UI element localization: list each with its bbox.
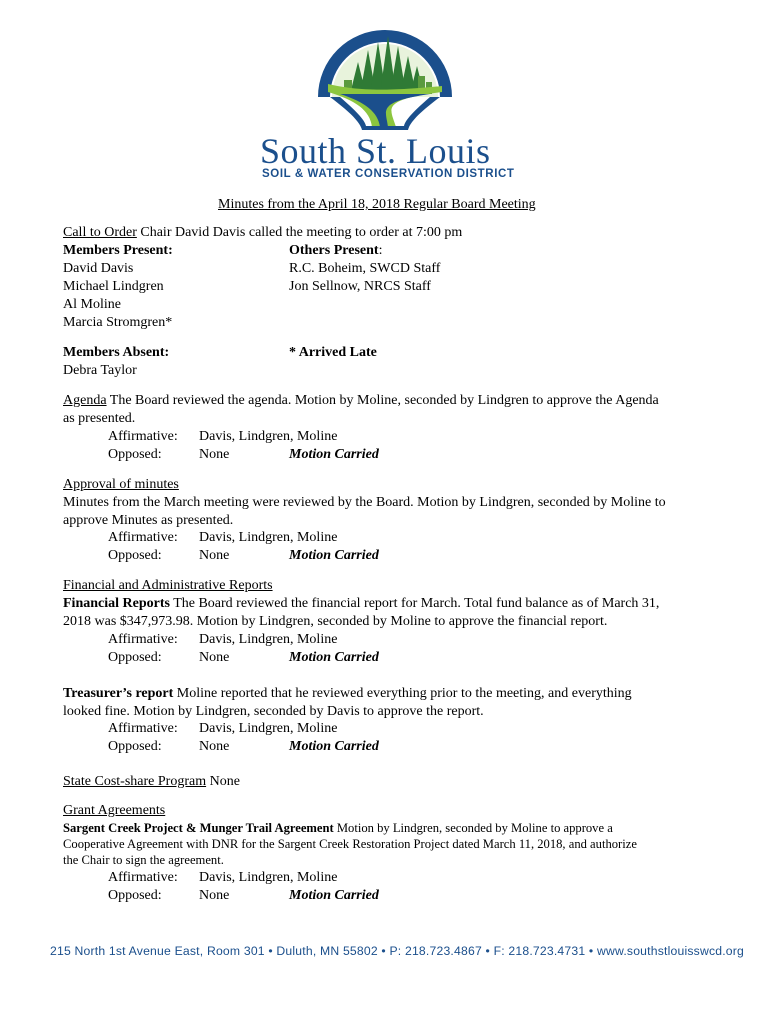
opposed-label: Opposed: xyxy=(108,548,162,563)
opposed-label: Opposed: xyxy=(108,447,162,462)
logo-subtitle: SOIL & WATER CONSERVATION DISTRICT xyxy=(262,168,515,180)
logo-name: South St. Louis xyxy=(260,131,491,171)
treasurer-report-label: Treasurer’s report xyxy=(63,686,174,701)
agenda-line xyxy=(63,392,659,409)
approval-text: Minutes from the March meeting were reviewed by the Board. Motion by Lindgren, seconded by Moline to xyxy=(63,495,666,510)
affirmative-label: Affirmative: xyxy=(108,530,178,545)
member-absent-name: Debra Taylor xyxy=(63,363,137,378)
member-present-name: Marcia Stromgren* xyxy=(63,315,173,330)
agenda-text-cont: as presented. xyxy=(63,411,136,426)
opposed-value: None xyxy=(199,888,230,903)
financial-line xyxy=(63,595,659,612)
approval-text-cont: approve Minutes as presented. xyxy=(63,513,234,528)
financial-heading: Financial and Administrative Reports xyxy=(63,578,273,593)
treasurer-text: Moline reported that he reviewed everything prior to the meeting, and everything xyxy=(173,686,632,701)
motion-result: Motion Carried xyxy=(289,650,379,665)
affirmative-names: Davis, Lindgren, Moline xyxy=(199,870,338,885)
motion-result: Motion Carried xyxy=(289,548,379,563)
member-present-name: Al Moline xyxy=(63,297,121,312)
financial-text-cont: 2018 was $347,973.98. Motion by Lindgren, seconded by Moline to approve the financial report. xyxy=(63,614,608,629)
opposed-value: None xyxy=(199,548,230,563)
grants-line xyxy=(63,820,613,836)
cost-share-line xyxy=(63,773,240,790)
treasurer-line xyxy=(63,685,632,702)
sargent-creek-label: Sargent Creek Project & Munger Trail Agreement xyxy=(63,821,334,835)
affirmative-label: Affirmative: xyxy=(108,721,178,736)
call-to-order-text: Chair David Davis called the meeting to order at 7:00 pm xyxy=(136,225,463,240)
affirmative-names: Davis, Lindgren, Moline xyxy=(199,530,338,545)
other-present-name: R.C. Boheim, SWCD Staff xyxy=(289,261,441,276)
motion-result: Motion Carried xyxy=(289,739,379,754)
grants-heading: Grant Agreements xyxy=(63,803,166,818)
opposed-label: Opposed: xyxy=(108,888,162,903)
member-present-name: Michael Lindgren xyxy=(63,279,164,294)
financial-text: The Board reviewed the financial report for March. Total fund balance as of March 31, xyxy=(169,596,660,611)
financial-reports-label: Financial Reports xyxy=(63,596,170,611)
grants-text: Motion by Lindgren, seconded by Moline to approve a xyxy=(333,821,613,835)
agenda-heading: Agenda xyxy=(63,393,107,408)
agenda-text: The Board reviewed the agenda. Motion by Moline, seconded by Lindgren to approve the Agenda xyxy=(106,393,659,408)
treasurer-text-cont: looked fine. Motion by Lindgren, seconded by Davis to approve the report. xyxy=(63,704,484,719)
member-present-name: David Davis xyxy=(63,261,134,276)
motion-result: Motion Carried xyxy=(289,447,379,462)
opposed-label: Opposed: xyxy=(108,650,162,665)
affirmative-label: Affirmative: xyxy=(108,870,178,885)
call-to-order-line xyxy=(63,224,462,241)
opposed-label: Opposed: xyxy=(108,739,162,754)
others-present-line xyxy=(289,242,382,259)
opposed-value: None xyxy=(199,739,230,754)
approval-heading: Approval of minutes xyxy=(63,477,179,492)
grants-text-cont: Cooperative Agreement with DNR for the Sargent Creek Restoration Project dated March 11, 2018, and authorize xyxy=(63,837,637,851)
other-present-name: Jon Sellnow, NRCS Staff xyxy=(289,279,431,294)
affirmative-label: Affirmative: xyxy=(108,632,178,647)
members-absent-label: Members Absent: xyxy=(63,345,170,360)
opposed-value: None xyxy=(199,650,230,665)
others-present-label: Others Present xyxy=(289,243,379,258)
motion-result: Motion Carried xyxy=(289,888,379,903)
affirmative-names: Davis, Lindgren, Moline xyxy=(199,632,338,647)
swcd-logo-emblem xyxy=(310,22,460,132)
grants-text-cont: the Chair to sign the agreement. xyxy=(63,853,224,867)
opposed-value: None xyxy=(199,447,230,462)
members-present-label: Members Present: xyxy=(63,243,173,258)
affirmative-names: Davis, Lindgren, Moline xyxy=(199,721,338,736)
affirmative-names: Davis, Lindgren, Moline xyxy=(199,429,338,444)
cost-share-heading: State Cost-share Program xyxy=(63,774,207,789)
arrived-late-note: * Arrived Late xyxy=(289,345,377,360)
document-title: Minutes from the April 18, 2018 Regular Board Meeting xyxy=(218,197,536,212)
call-to-order-heading: Call to Order xyxy=(63,225,137,240)
affirmative-label: Affirmative: xyxy=(108,429,178,444)
others-present-colon: : xyxy=(378,243,383,258)
cost-share-text: None xyxy=(206,774,240,789)
footer-address: 215 North 1st Avenue East, Room 301 • Duluth, MN 55802 • P: 218.723.4867 • F: 218.723.4731 • www.southstlouisswcd.org xyxy=(50,944,745,958)
